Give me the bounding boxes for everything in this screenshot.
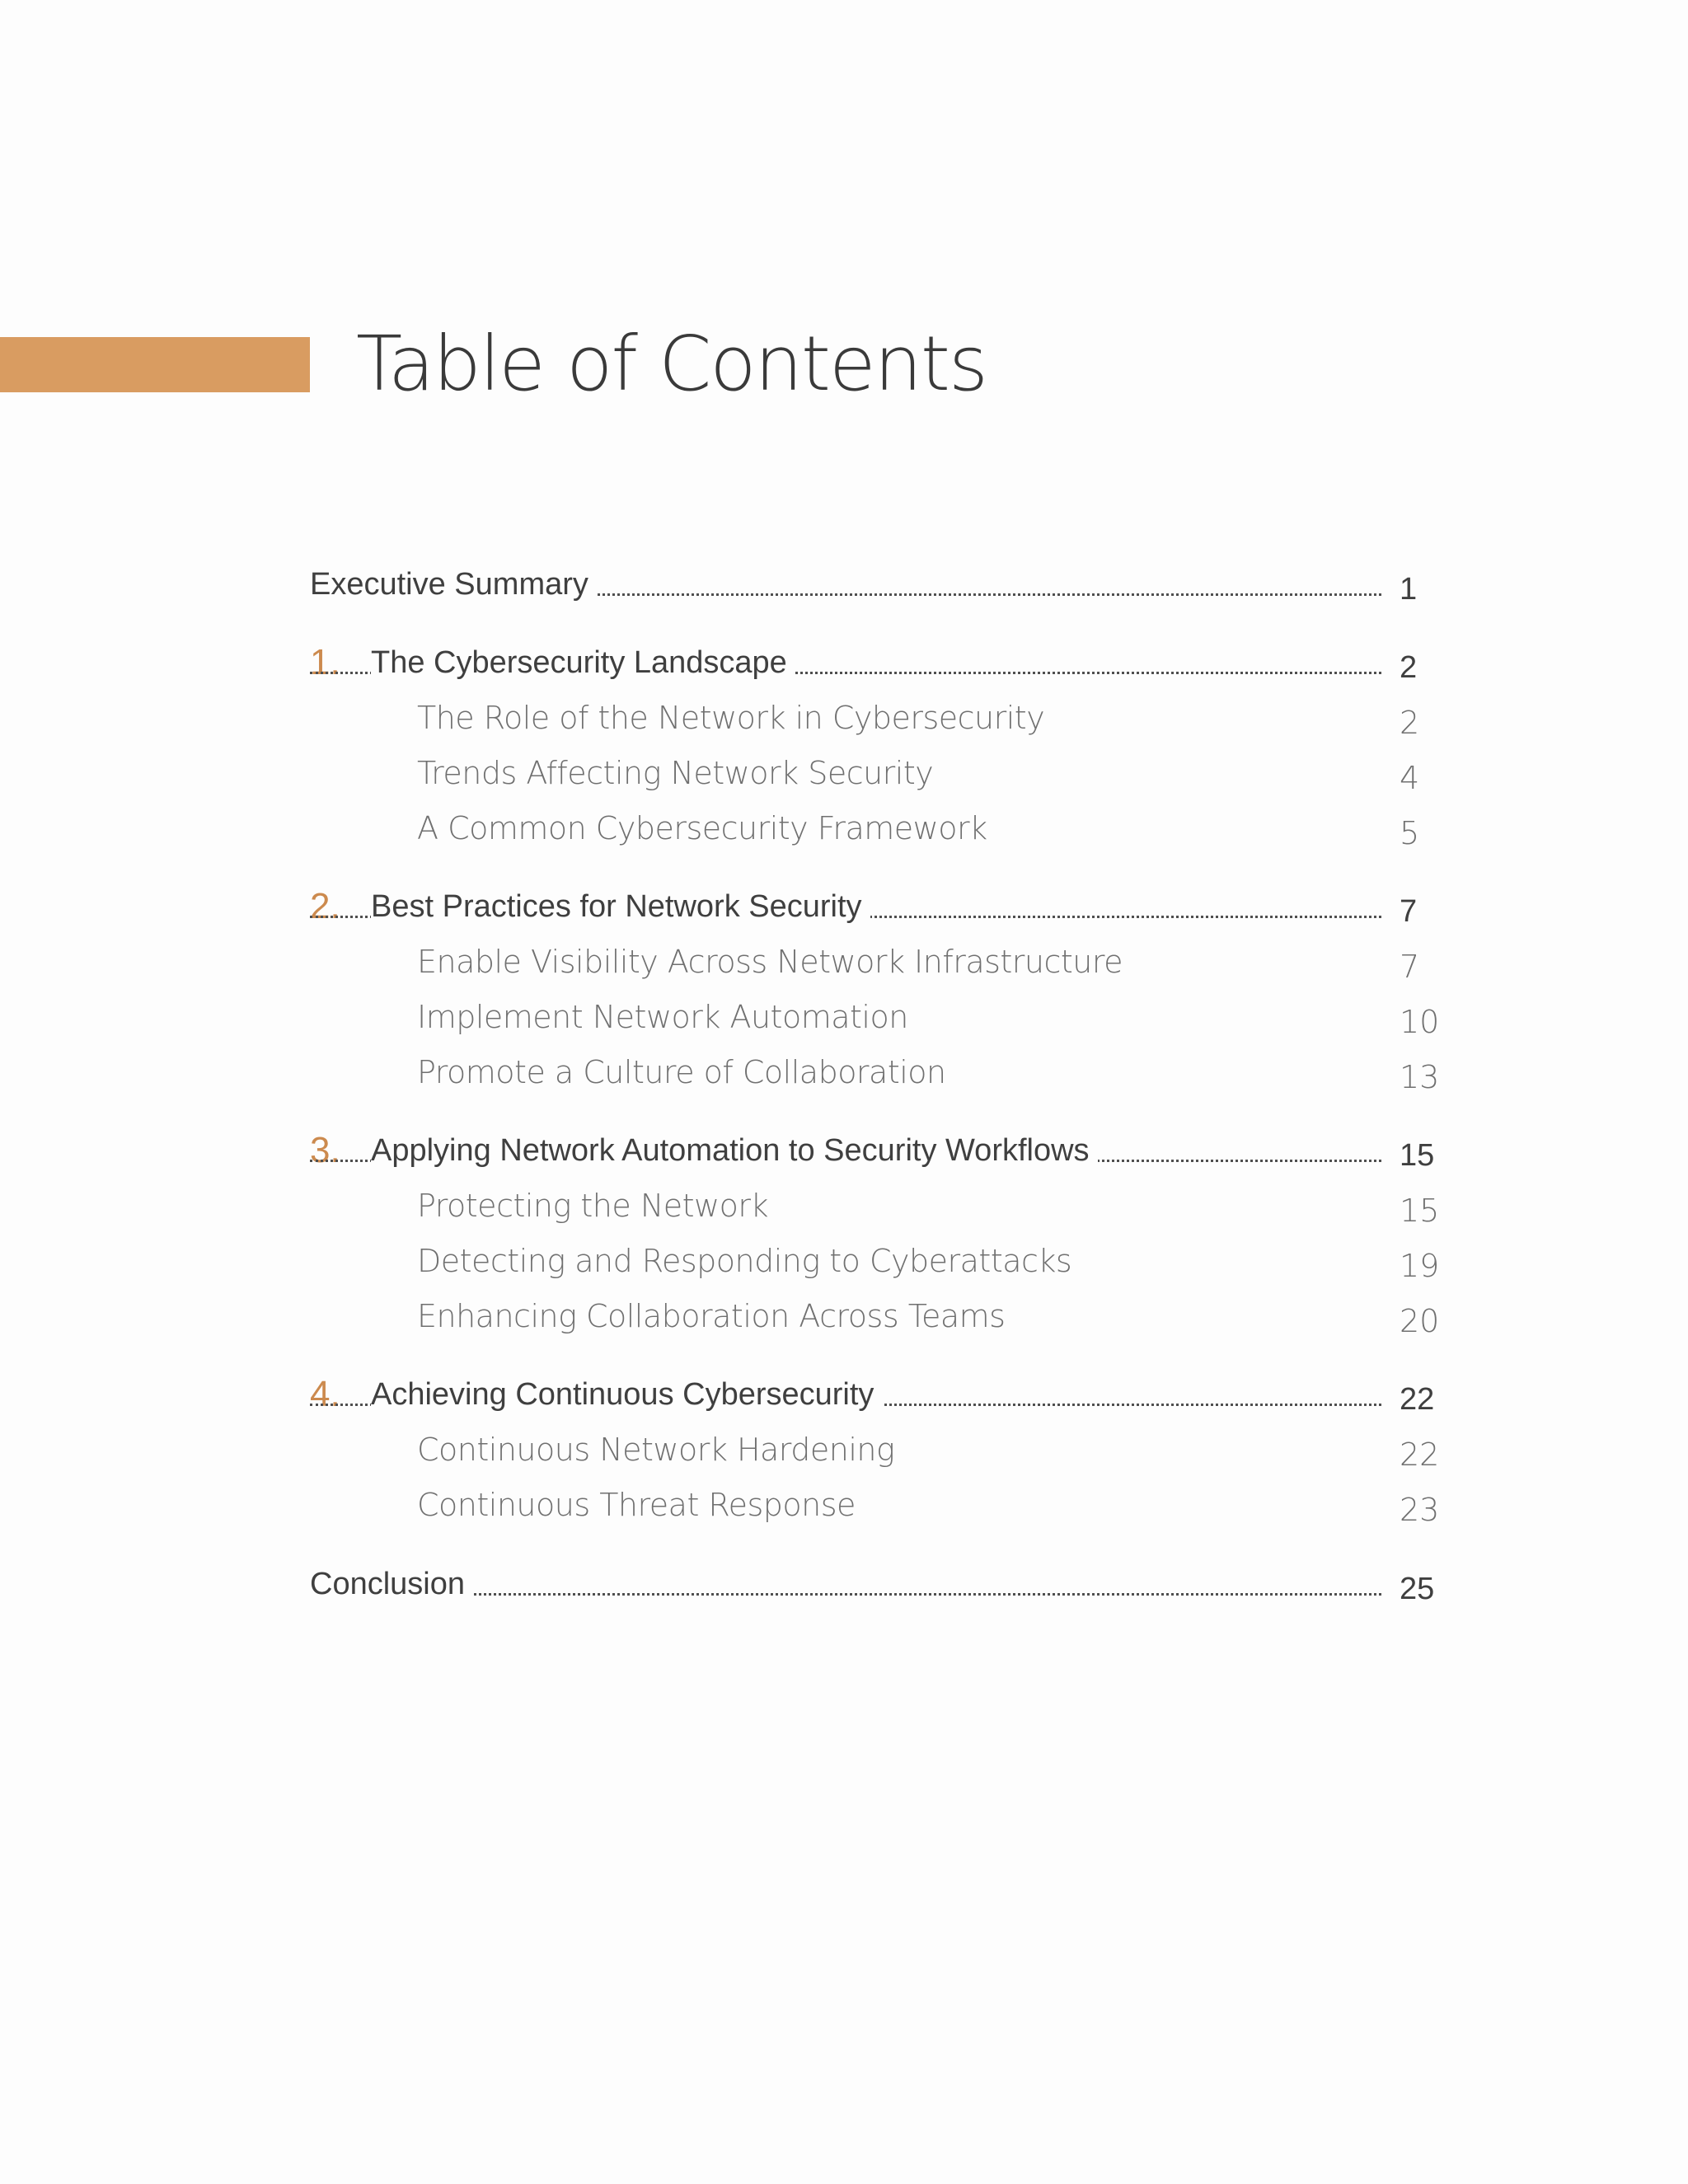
toc-subentry[interactable] (310, 1288, 1440, 1341)
section-number: 3. (310, 1130, 340, 1170)
toc-page-number: 19 (1400, 1248, 1440, 1284)
toc-entry-label: Conclusion (310, 1568, 473, 1601)
toc-section-4[interactable] (310, 1366, 1435, 1419)
toc-subentry[interactable] (310, 745, 1435, 798)
toc-page-number: 2 (1400, 705, 1420, 741)
toc-entry-executive-summary[interactable] (310, 556, 1435, 609)
toc-subentry[interactable] (310, 1477, 1440, 1530)
toc-subentry[interactable] (310, 1233, 1440, 1286)
toc-subentry-label: Implement Network Automation (417, 1001, 917, 1033)
toc-page-number: 4 (1400, 760, 1420, 796)
toc-subentry-label: Trends Affecting Network Security (417, 757, 941, 790)
page-title: Table of Contents (356, 320, 987, 408)
toc-subentry-label: Continuous Network Hardening (417, 1433, 903, 1466)
toc-section-3[interactable] (310, 1122, 1435, 1175)
section-number: 4. (310, 1374, 340, 1414)
toc-page-number: 23 (1400, 1492, 1440, 1528)
toc-page-number: 7 (1400, 894, 1418, 929)
toc-subentry[interactable] (310, 690, 1435, 743)
toc-page-number: 10 (1400, 1004, 1440, 1040)
section-number: 2. (310, 886, 340, 926)
accent-bar (0, 337, 310, 392)
toc-subentry-label: Promote a Culture of Collaboration (417, 1056, 954, 1089)
toc-page-number: 22 (1400, 1382, 1435, 1417)
toc-section-label: Achieving Continuous Cybersecurity (371, 1378, 882, 1411)
toc-section-label: Best Practices for Network Security (371, 890, 870, 923)
toc-entry-conclusion[interactable] (310, 1556, 1435, 1609)
toc-subentry[interactable] (310, 1178, 1440, 1230)
toc-subentry-label: Detecting and Responding to Cyberattacks (417, 1244, 1080, 1277)
toc-page-number: 13 (1400, 1059, 1440, 1095)
toc-subentry-label: Enhancing Collaboration Across Teams (417, 1300, 1013, 1333)
toc-section-1[interactable] (310, 635, 1435, 687)
toc-page-number: 15 (1400, 1138, 1435, 1173)
toc-page-number: 20 (1400, 1303, 1440, 1339)
toc-page-number: 1 (1400, 572, 1418, 607)
toc-page-number: 15 (1400, 1193, 1440, 1229)
toc-page-number: 22 (1400, 1436, 1440, 1473)
toc-subentry[interactable] (310, 1044, 1440, 1097)
toc-subentry-label: The Role of the Network in Cybersecurity (417, 701, 1053, 734)
toc-subentry-label: Continuous Threat Response (417, 1488, 864, 1521)
section-number: 1. (310, 642, 340, 682)
toc-subentry[interactable] (310, 1422, 1440, 1474)
toc-subentry-label: Enable Visibility Across Network Infrastructure (417, 945, 1131, 978)
toc-section-2[interactable] (310, 879, 1435, 931)
toc-page-number: 2 (1400, 650, 1418, 685)
toc-subentry[interactable] (310, 800, 1435, 853)
toc-page-number: 7 (1400, 949, 1420, 985)
toc-subentry-label: Protecting the Network (417, 1189, 776, 1222)
toc-page-number: 25 (1400, 1572, 1435, 1606)
toc-subentry-label: A Common Cybersecurity Framework (417, 812, 996, 845)
toc-page-number: 5 (1400, 815, 1420, 851)
toc-section-label: Applying Network Automation to Security Workflows (371, 1134, 1098, 1167)
toc-subentry[interactable] (310, 934, 1435, 987)
toc-entry-label: Executive Summary (310, 568, 597, 601)
toc-subentry[interactable] (310, 989, 1440, 1042)
toc-section-label: The Cybersecurity Landscape (371, 646, 795, 679)
